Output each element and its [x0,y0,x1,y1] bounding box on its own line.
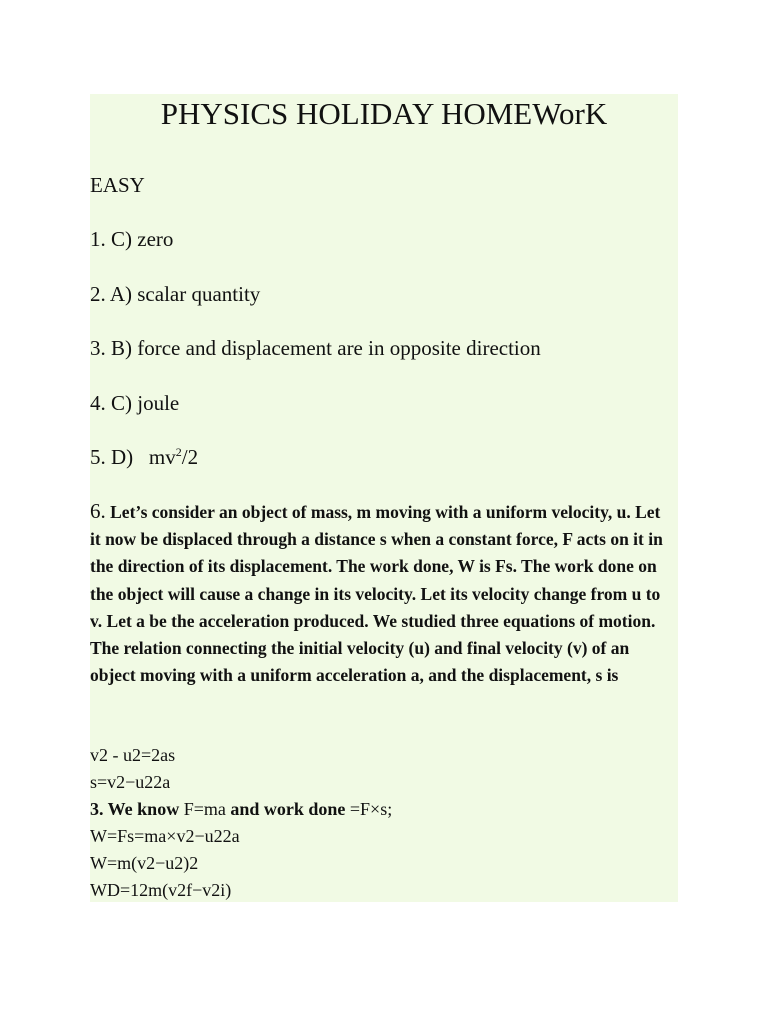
step-formula: =F×s; [349,799,393,819]
section-heading: EASY [90,173,145,197]
question-6-explanation [90,498,670,689]
step-formula: F=ma [183,799,226,819]
answer-5-exponent: 2 [175,445,182,459]
page-title: PHYSICS HOLIDAY HOMEWorK [160,96,608,131]
answer-5-prefix: 5. D) mv [90,445,176,469]
equation-line: W=Fs=ma×v2−u22a [90,826,240,846]
answer-3: 3. B) force and displacement are in opposite direction [90,336,541,360]
question-6-body: Let’s consider an object of mass, m moving with a uniform velocity, u. Let it now be displaced through a distance s when a constant force, F acts on it in the direction of its displacement. The work done, W is Fs. The work done on the object will cause a change in its velocity. Let its velocity change from u to v. Let a be the acceleration produced. We studied three equations of motion. The relation connecting the initial velocity (u) and final velocity (v) of an object moving with a uniform acceleration a, and the displacement, s is [90,502,663,686]
work-done-step [90,796,392,823]
equation-line: v2 - u2=2as [90,745,176,765]
answer-5 [90,443,198,471]
answer-1: 1. C) zero [90,227,174,251]
answer-4: 4. C) joule [90,391,180,415]
equation-line: W=m(v2−u2)2 [90,853,199,873]
step-text: 3. We know [90,799,184,819]
question-6-number: 6. [90,499,106,523]
step-text: and work done [225,799,350,819]
equation-line: WD=12m(v2f−v2i) [90,880,232,900]
homework-page [90,94,678,902]
equation-line: s=v2−u22a [90,772,171,792]
answer-2: 2. A) scalar quantity [90,282,261,306]
answer-5-suffix: /2 [181,445,199,469]
